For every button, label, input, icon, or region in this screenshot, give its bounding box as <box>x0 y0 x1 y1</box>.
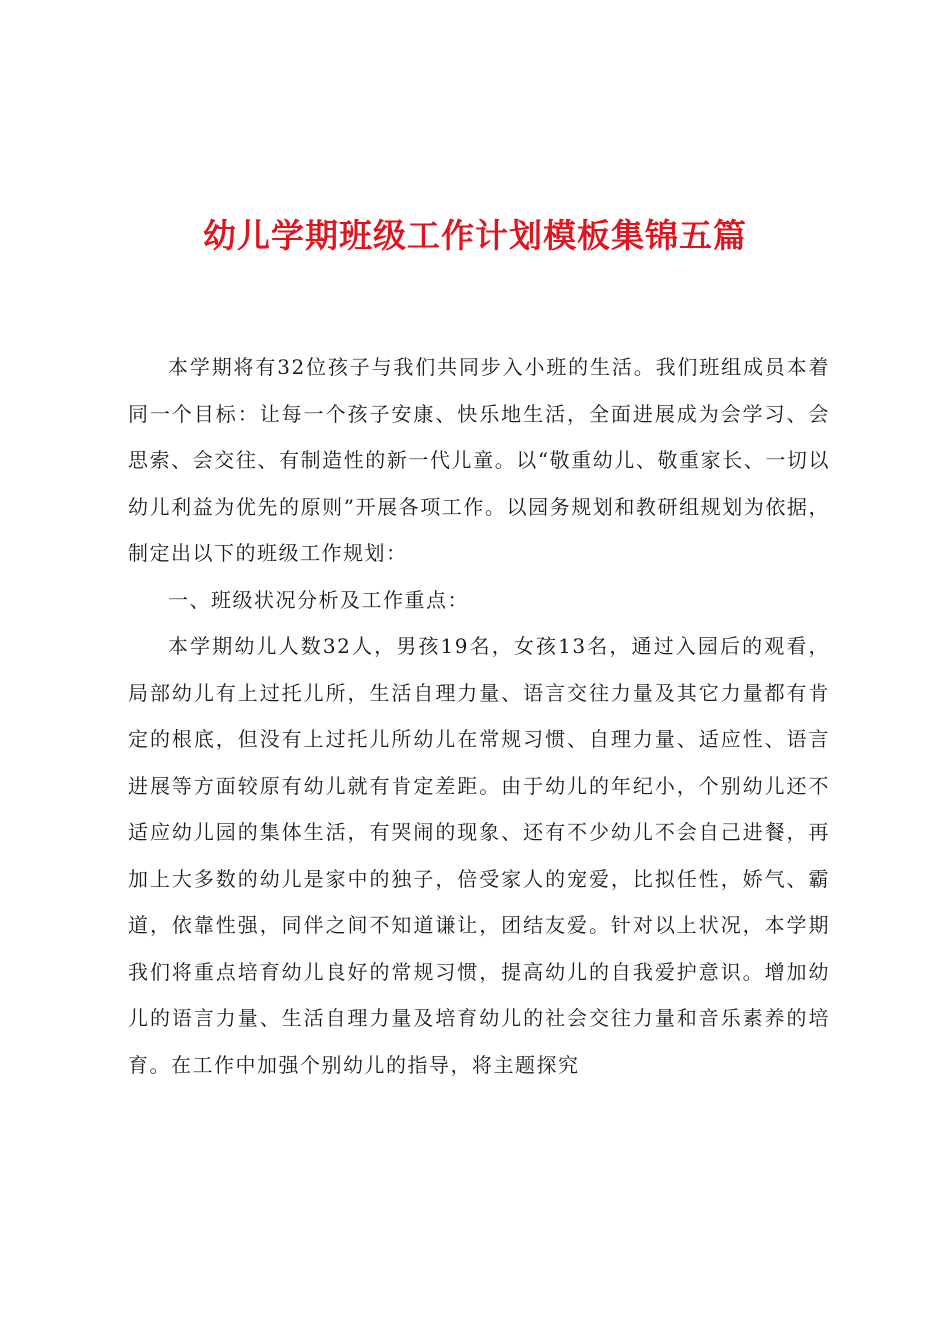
document-title: 幼儿学期班级工作计划模板集锦五篇 <box>203 216 747 255</box>
intro-paragraph: 本学期将有32位孩子与我们共同步入小班的生活。我们班组成员本着同一个目标：让每一个孩子安康、快乐地生活，全面进展成为会学习、会思索、会交往、有制造性的新一代儿童。以“敬重幼儿、敬重家长、一切以幼儿利益为优先的原则”开展各项工作。以园务规划和教研组规划为依据，制定出以下的班级工作规划： <box>128 355 830 565</box>
document-body <box>128 344 830 1088</box>
class-analysis-paragraph: 本学期幼儿人数32人，男孩19名，女孩13名，通过入园后的观看，局部幼儿有上过托儿所，生活自理力量、语言交往力量及其它力量都有肯定的根底，但没有上过托儿所幼儿在常规习惯、自理力量、适应性、语言进展等方面较原有幼儿就有肯定差距。由于幼儿的年纪小，个别幼儿还不适应幼儿园的集体生活，有哭闹的现象、还有不少幼儿不会自己进餐，再加上大多数的幼儿是家中的独子，倍受家人的宠爱，比拟任性，娇气、霸道，依靠性强，同伴之间不知道谦让，团结友爱。针对以上状况，本学期我们将重点培育幼儿良好的常规习惯，提高幼儿的自我爱护意识。增加幼儿的语言力量、生活自理力量及培育幼儿的社会交往力量和音乐素养的培育。在工作中加强个别幼儿的指导，将主题探究 <box>128 634 830 1077</box>
section-heading-class-analysis: 一、班级状况分析及工作重点： <box>168 587 469 612</box>
